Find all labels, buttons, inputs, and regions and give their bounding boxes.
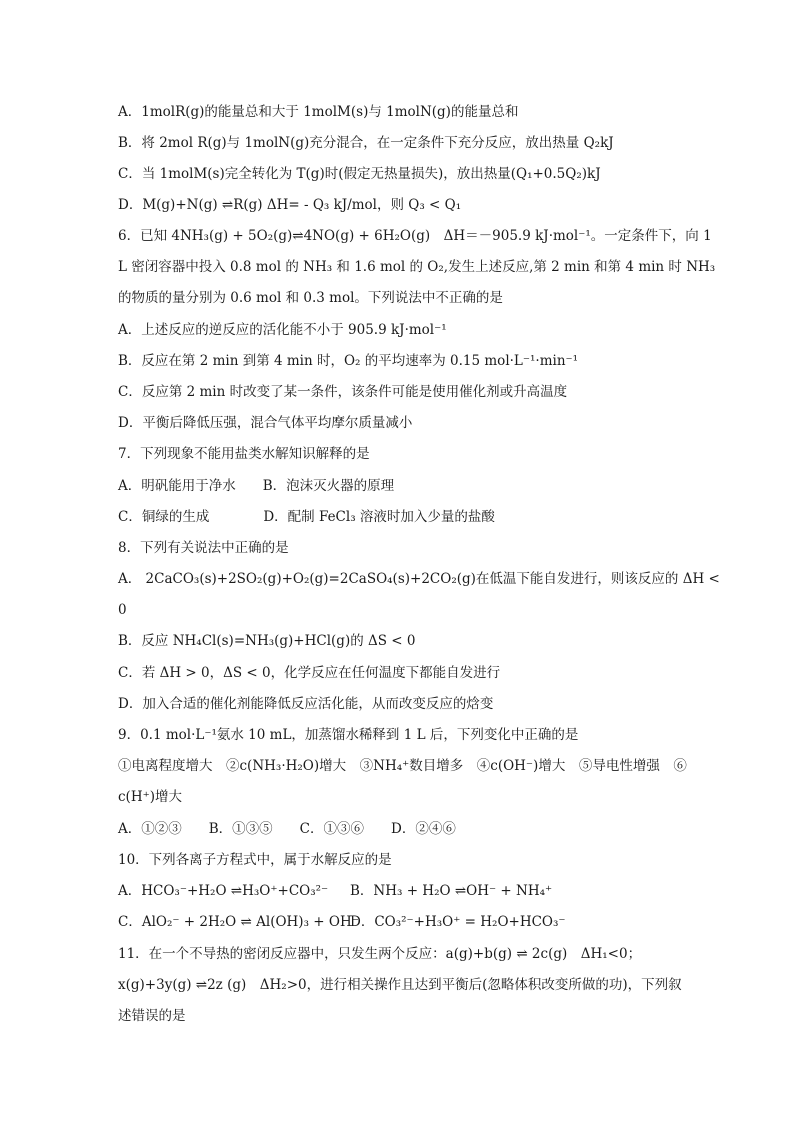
- q10-option-a: A．HCO₃⁻+H₂O ⇌H₃O⁺+CO₃²⁻: [118, 883, 329, 899]
- q10-option-b: B．NH₃ + H₂O ⇌OH⁻ + NH₄⁺: [350, 883, 553, 899]
- q6-option-a: A．上述反应的逆反应的活化能不小于 905.9 kJ·mol⁻¹: [118, 322, 447, 338]
- q6-stem-line2: L 密闭容器中投入 0.8 mol 的 NH₃ 和 1.6 mol 的 O₂,发生上述反应,第 2 min 和第 4 min 时 NH₃: [118, 259, 716, 275]
- q8-option-a: A． 2CaCO₃(s)+2SO₂(g)+O₂(g)=2CaSO₄(s)+2CO₂(g)在低温下能自发进行，则该反应的 ΔH <: [118, 571, 720, 587]
- q11-stem-line3: 述错误的是: [118, 1008, 186, 1024]
- q7-options-cd: C．铜绿的生成 D．配制 FeCl₃ 溶液时加入少量的盐酸: [118, 509, 495, 525]
- q7-options-ab: A．明矾能用于净水 B．泡沫灭火器的原理: [118, 478, 395, 494]
- q11-stem-line2: x(g)+3y(g) ⇌2z (g) ΔH₂>0，进行相关操作且达到平衡后(忽略体积改变所做的功)，下列叙: [118, 977, 682, 993]
- q5-option-d: D．M(g)+N(g) ⇌R(g) ΔH= - Q₃ kJ/mol，则 Q₃ < Q₁: [118, 197, 462, 213]
- q10-option-d: D．CO₃²⁻+H₃O⁺ = H₂O+HCO₃⁻: [350, 914, 566, 930]
- q6-stem-line3: 的物质的量分别为 0.6 mol 和 0.3 mol。下列说法中不正确的是: [118, 290, 503, 306]
- q7-stem: 7．下列现象不能用盐类水解知识解释的是: [118, 446, 370, 462]
- q8-option-d: D．加入合适的催化剂能降低反应活化能，从而改变反应的焓变: [118, 696, 494, 712]
- q6-stem-line1: 6．已知 4NH₃(g) + 5O₂(g)⇌4NO(g) + 6H₂O(g) ΔH＝－905.9 kJ·mol⁻¹。一定条件下，向 1: [118, 228, 712, 244]
- q8-option-a-cont: 0: [118, 602, 127, 618]
- q9-options: A．①②③ B．①③⑤ C．①③⑥ D．②④⑥: [118, 821, 456, 837]
- q9-statements: ①电离程度增大 ②c(NH₃·H₂O)增大 ③NH₄⁺数目增多 ④c(OH⁻)增大 ⑤导电性增强 ⑥: [118, 758, 687, 774]
- q6-option-d: D．平衡后降低压强，混合气体平均摩尔质量减小: [118, 415, 413, 431]
- q6-option-b: B．反应在第 2 min 到第 4 min 时，O₂ 的平均速率为 0.15 mol·L⁻¹·min⁻¹: [118, 353, 579, 369]
- q5-option-c: C．当 1molM(s)完全转化为 T(g)时(假定无热量损失)，放出热量(Q₁+0.5Q₂)kJ: [118, 166, 601, 182]
- q10-stem: 10．下列各离子方程式中，属于水解反应的是: [118, 852, 392, 868]
- q5-option-a: A．1molR(g)的能量总和大于 1molM(s)与 1molN(g)的能量总和: [118, 104, 519, 120]
- q6-option-c: C．反应第 2 min 时改变了某一条件，该条件可能是使用催化剂或升高温度: [118, 384, 568, 400]
- q11-stem-line1: 11．在一个不导热的密闭反应器中，只发生两个反应：a(g)+b(g) ⇌ 2c(g) ΔH₁<0；: [118, 946, 642, 962]
- q8-stem: 8．下列有关说法中正确的是: [118, 540, 289, 556]
- q10-option-c: C．AlO₂⁻ + 2H₂O ⇌ Al(OH)₃ + OH⁻: [118, 914, 359, 930]
- q8-option-c: C．若 ΔH > 0，ΔS < 0，化学反应在任何温度下都能自发进行: [118, 665, 501, 681]
- q5-option-b: B．将 2mol R(g)与 1molN(g)充分混合，在一定条件下充分反应，放出热量 Q₂kJ: [118, 135, 614, 151]
- q9-stem: 9．0.1 mol·L⁻¹氨水 10 mL，加蒸馏水稀释到 1 L 后，下列变化中正确的是: [118, 727, 579, 743]
- q9-statements-cont: c(H⁺)增大: [118, 789, 182, 805]
- q8-option-b: B．反应 NH₄Cl(s)=NH₃(g)+HCl(g)的 ΔS < 0: [118, 633, 416, 649]
